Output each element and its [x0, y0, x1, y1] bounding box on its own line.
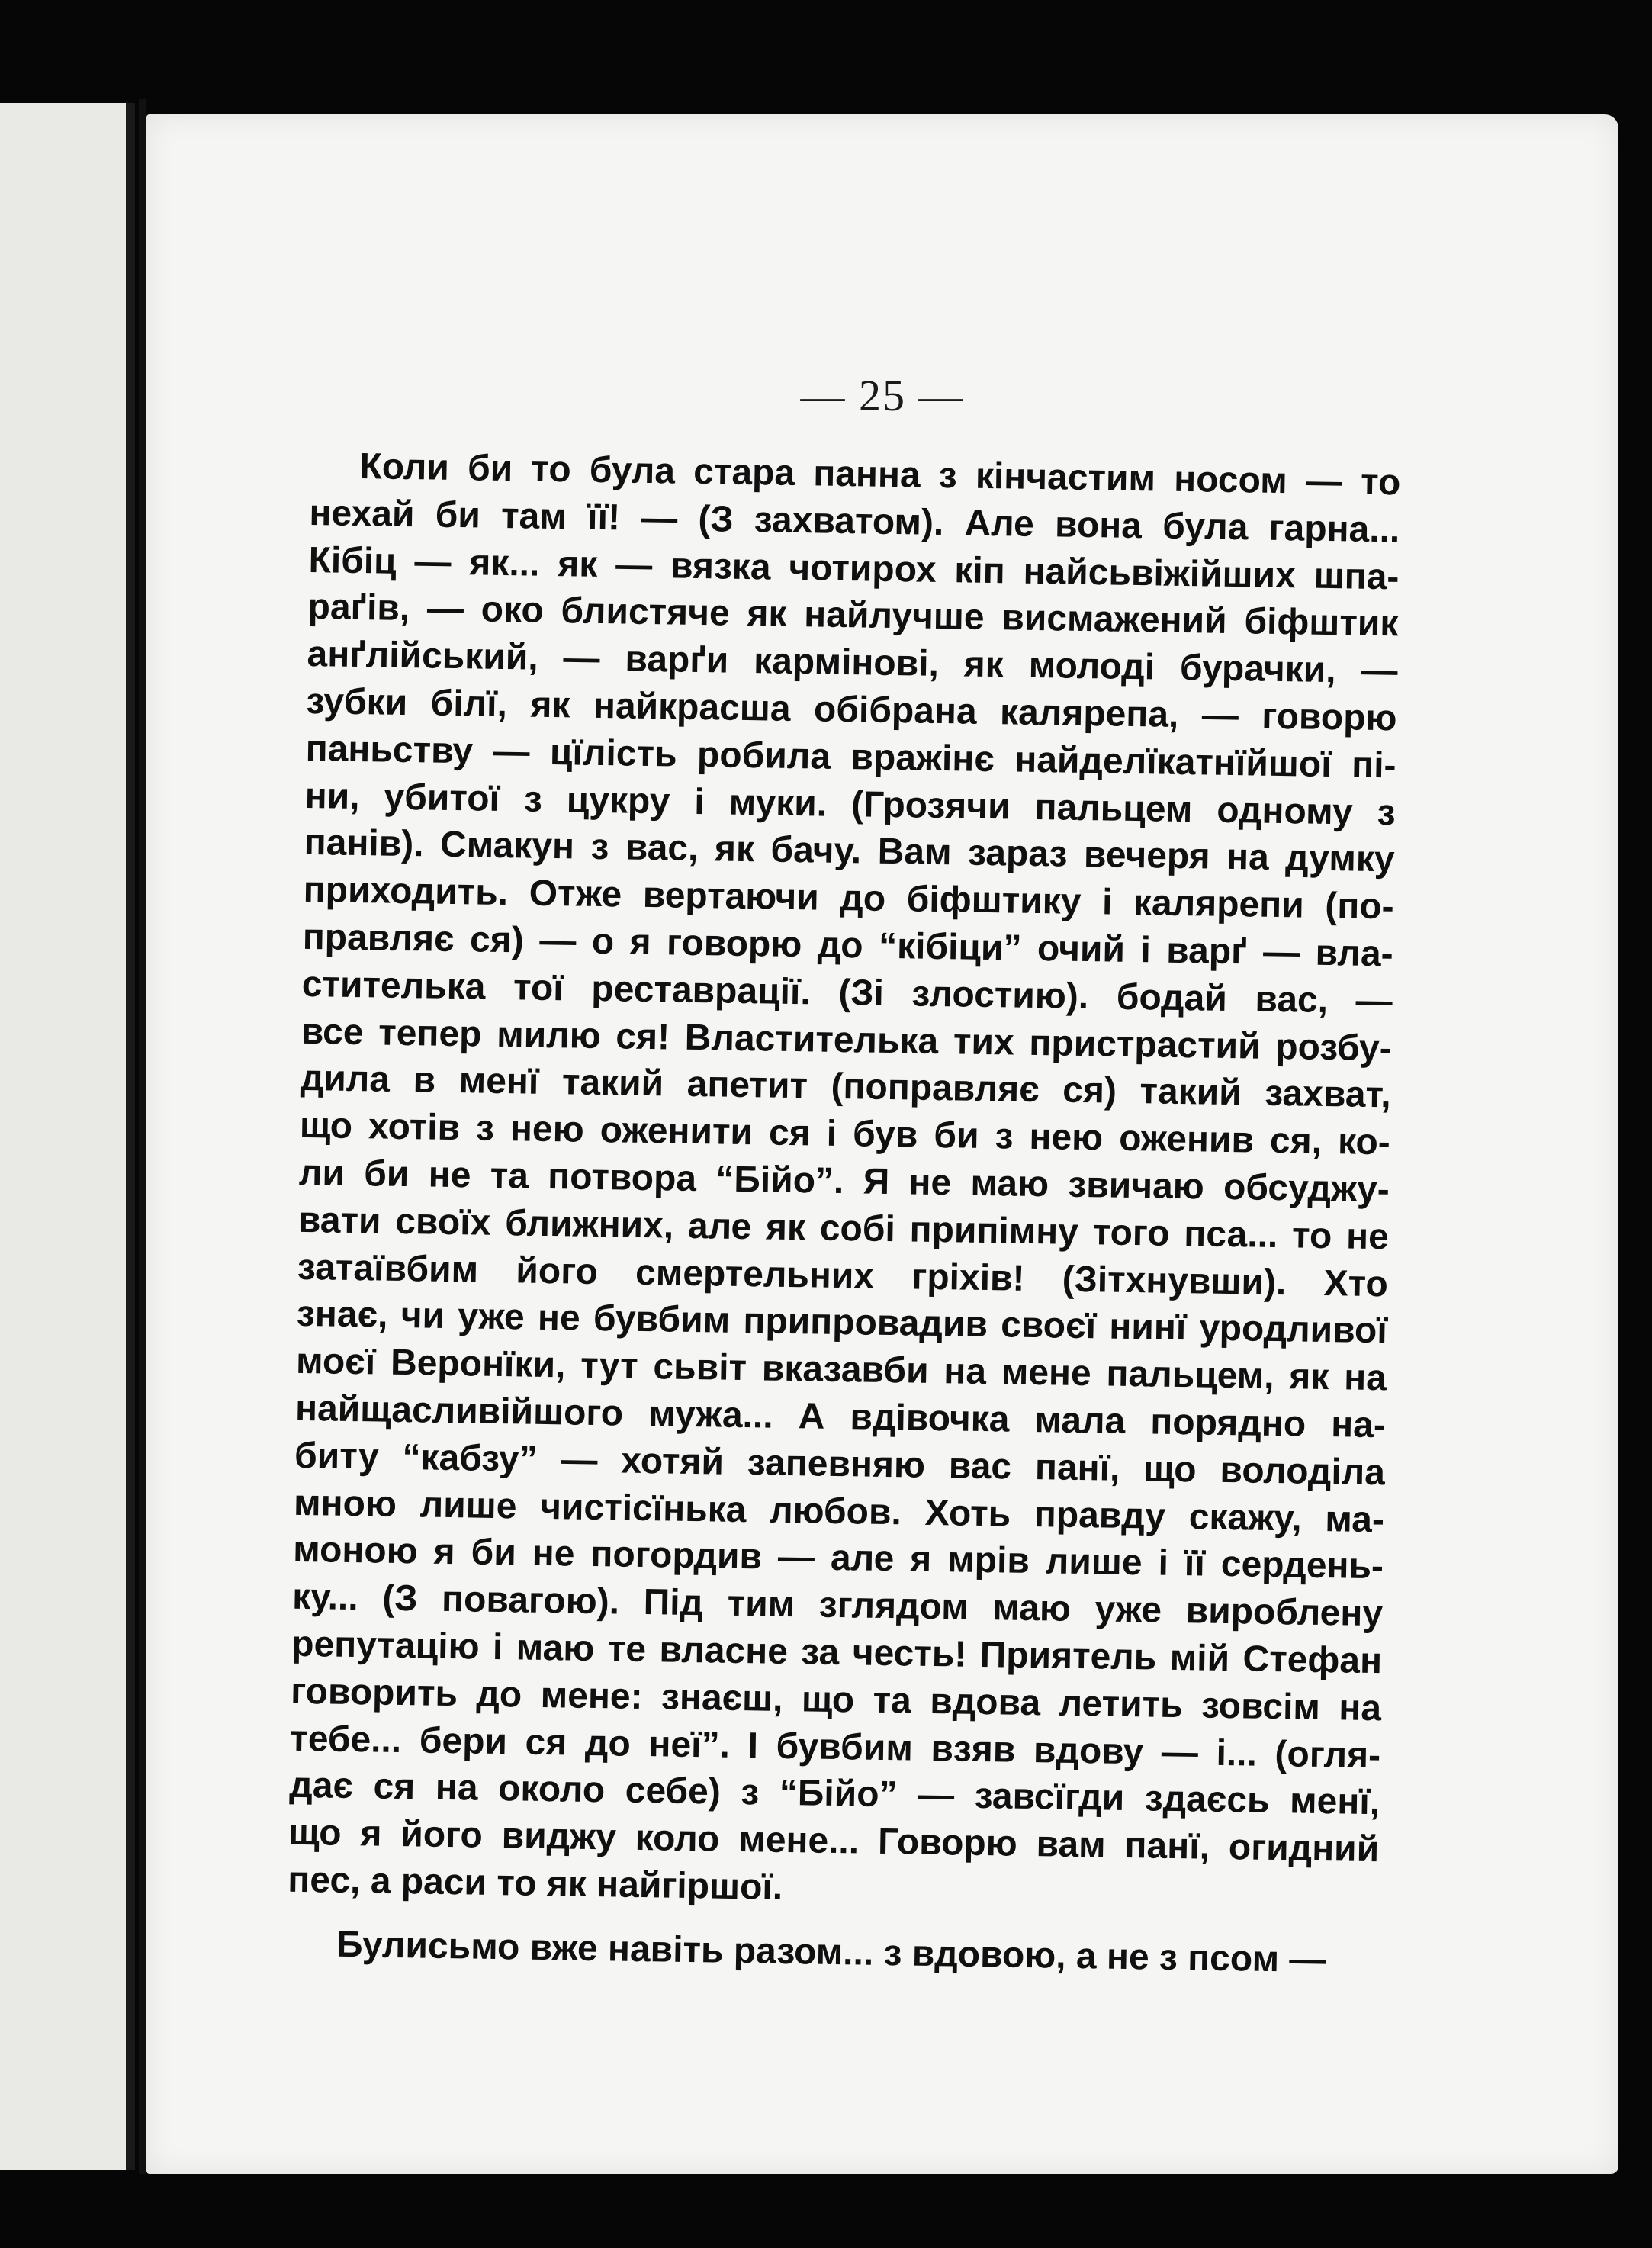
page-number: — 25 — [800, 371, 965, 420]
text-line: мною лише чистісїнька любов. Хоть правду скажу, ма- [293, 1482, 1385, 1540]
text-line: раґів, — око блистяче як найлучше висмажений біфштик [307, 587, 1399, 645]
text-line: нехай би там її! — (З захватом). Але вона була гарна... [309, 492, 1400, 551]
text-line: ни, убитої з цукру і муки. (Грозячи пальцем одному з [304, 775, 1396, 833]
paragraph-2 [287, 1920, 1378, 1984]
text-line: моєї Веронїки, тут сьвіт вказавби на мене пальцем, як на [295, 1340, 1387, 1399]
text-line: все тепер милю ся! Властителька тих пристрастий розбу- [301, 1011, 1393, 1069]
book-page [146, 114, 1618, 2174]
text-line: тебе... бери ся до неї”. І бувбим взяв вдову — і... (огля- [289, 1718, 1381, 1776]
text-line: зубки білї, як найкрасша обібрана калярепа, — говорю [306, 680, 1397, 739]
text-line: дає ся на около себе) з “Бійо” — завсїгди здаєсь менї, [288, 1765, 1380, 1823]
text-line: що я його виджу коло мене... Говорю вам панї, огидний [288, 1812, 1380, 1870]
text-line: приходить. Отже вертаючи до біфштику і калярепи (по- [303, 870, 1395, 928]
text-line: дила в менї такий апетит (поправляє ся) такий захват, [300, 1058, 1392, 1116]
text-line: анґлійський, — варґи кармінові, як молоді бурачки, — [307, 634, 1398, 692]
text-line: що хотів з нею оженити ся і був би з нею оженив ся, ко- [299, 1105, 1391, 1163]
text-line: Коли би то була стара панна з кінчастим носом — то [359, 446, 1401, 503]
text-line: Булисьмо вже навіть разом... з вдовою, а не з псом — [336, 1924, 1326, 1980]
text-line: пес, а раси то як найгіршої. [287, 1859, 783, 1908]
paragraph-1 [288, 442, 1401, 1921]
previous-page-edge [0, 103, 135, 2170]
text-line: моною я би не погордив — але я мрів лише і її сердень- [292, 1529, 1384, 1587]
text-line: ку... (З повагою). Під тим зглядом маю уже вироблену [291, 1576, 1384, 1635]
text-line: вати своїх ближних, але як собі припімну того пса... то не [297, 1199, 1390, 1258]
text-line: Кібіц — як... як — вязка чотирох кіп найсьвіжійших шпа- [308, 539, 1400, 598]
text-line: ли би не та потвора “Бійо”. Я не маю звичаю обсуджу- [298, 1152, 1390, 1211]
book-spine [139, 99, 146, 2174]
text-line: затаївбим його смертельних гріхів! (Зітхнувши). Хто [297, 1246, 1389, 1304]
text-line: панів). Смакун з вас, як бачу. Вам зараз вечеря на думку [304, 822, 1395, 880]
text-line: паньству — цїлість робила вражінє найделїкатнїйшої пі- [305, 728, 1396, 786]
text-line: знає, чи уже не бувбим припровадив своєї нинї уродливої [296, 1294, 1388, 1352]
text-line: стителька тої реставрації. (Зі злостию). бодай вас, — [301, 963, 1393, 1022]
text-line: говорить до мене: знаєш, що та вдова летить зовсім на [290, 1671, 1382, 1729]
text-line: правляє ся) — о я говорю до “кібіци” очий і варґ — вла- [302, 916, 1394, 975]
text-line: биту “кабзу” — хотяй запевняю вас панї, що володіла [294, 1435, 1386, 1494]
page-body-text [287, 442, 1401, 1985]
text-line: найщасливійшого мужа... А вдівочка мала порядно на- [294, 1388, 1387, 1446]
text-line: репутацію і маю те власне за честь! Приятель мій Стефан [291, 1623, 1383, 1682]
